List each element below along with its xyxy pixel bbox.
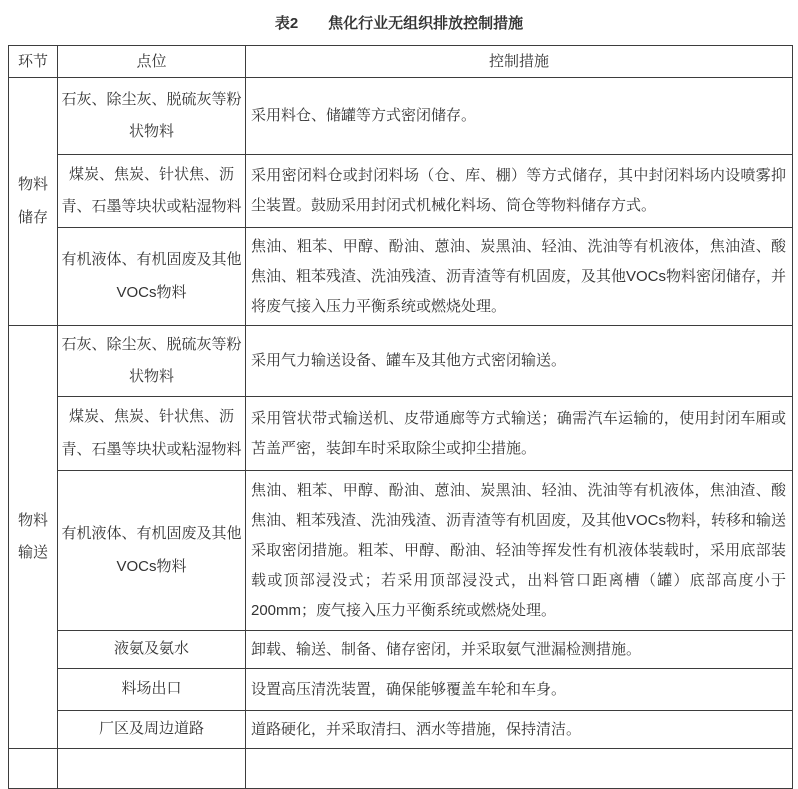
measure-cell: 焦油、粗苯、甲醇、酚油、蒽油、炭黑油、轻油、洗油等有机液体，焦油渣、酸焦油、粗苯残渣、洗油残渣、沥青渣等有机固废，及其他VOCs物料密闭储存，并将废气接入压力平衡系统或燃烧处理。 (246, 228, 793, 326)
header-measure: 控制措施 (246, 46, 793, 78)
point-cell: 有机液体、有机固废及其他VOCs物料 (58, 471, 246, 631)
stage-cell-storage (9, 78, 58, 326)
measure-cell: 采用料仓、储罐等方式密闭储存。 (246, 78, 793, 155)
point-cell: 有机液体、有机固废及其他VOCs物料 (58, 228, 246, 326)
measure-cell: 采用密闭料仓或封闭料场（仓、库、棚）等方式储存，其中封闭料场内设喷雾抑尘装置。鼓励采用封闭式机械化料场、筒仓等物料储存方式。 (246, 155, 793, 228)
point-cell: 料场出口 (58, 669, 246, 711)
table-row (9, 228, 793, 326)
table-row (9, 471, 793, 631)
point-cell: 厂区及周边道路 (58, 711, 246, 749)
table-row (9, 155, 793, 228)
measure-cell: 道路硬化，并采取清扫、洒水等措施，保持清洁。 (246, 711, 793, 749)
header-stage: 环节 (9, 46, 58, 78)
header-row (9, 46, 793, 78)
point-cell: 液氨及氨水 (58, 631, 246, 669)
header-point: 点位 (58, 46, 246, 78)
point-cell: 石灰、除尘灰、脱硫灰等粉状物料 (58, 326, 246, 397)
table-row (9, 711, 793, 749)
point-cell: 石灰、除尘灰、脱硫灰等粉状物料 (58, 78, 246, 155)
control-measures-table (8, 45, 793, 789)
stage-label: 物料输送 (18, 511, 49, 561)
table-row (9, 397, 793, 471)
stage-label: 物料储存 (18, 176, 49, 226)
measure-cell: 设置高压清洗装置，确保能够覆盖车轮和车身。 (246, 669, 793, 711)
point-cell: 煤炭、焦炭、针状焦、沥青、石墨等块状或粘湿物料 (58, 155, 246, 228)
measure-cell: 采用管状带式输送机、皮带通廊等方式输送；确需汽车运输的，使用封闭车厢或苫盖严密，装卸车时采取除尘或抑尘措施。 (246, 397, 793, 471)
table-row (9, 631, 793, 669)
measure-cell: 采用气力输送设备、罐车及其他方式密闭输送。 (246, 326, 793, 397)
point-cell: 煤炭、焦炭、针状焦、沥青、石墨等块状或粘湿物料 (58, 397, 246, 471)
measure-cell: 卸载、输送、制备、储存密闭，并采取氨气泄漏检测措施。 (246, 631, 793, 669)
table-caption: 表2 焦化行业无组织排放控制措施 (274, 15, 524, 32)
table-row (9, 78, 793, 155)
measure-cell: 焦油、粗苯、甲醇、酚油、蒽油、炭黑油、轻油、洗油等有机液体，焦油渣、酸焦油、粗苯残渣、洗油残渣、沥青渣等有机固废，及其他VOCs物料，转移和输送采取密闭措施。粗苯、甲醇、酚油、轻油等挥发性有机液体装载时，采用底部装载或顶部浸没式；若采用顶部浸没式，出料管口距离槽（罐）底部高度小于200mm；废气接入压力平衡系统或燃烧处理。 (246, 471, 793, 631)
table-row (9, 669, 793, 711)
table-row (9, 326, 793, 397)
stage-cell-transport (9, 326, 58, 749)
